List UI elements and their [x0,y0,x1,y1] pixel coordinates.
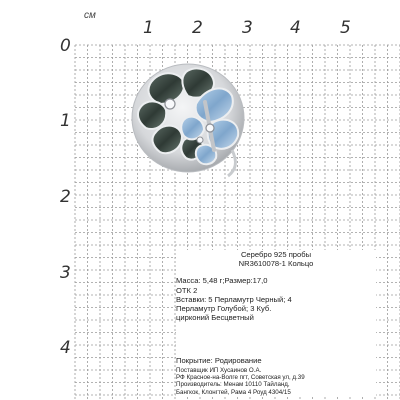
label-inserts-1: Вставки: 5 Перламутр Черный; 4 [176,294,292,304]
ruler-mark-left-0: 0 [60,36,71,56]
zirconia-stone [165,99,175,109]
label-article: NR3610078-1 Кольцо [238,259,314,269]
zirconia-stone [206,124,214,132]
label-inserts-2: Перламутр Голубой; 3 Куб. [176,304,272,314]
ruler-mark-top-1: 1 [143,18,154,38]
black-pearl-petal [138,101,166,129]
label-coating: Покрытие: Родирование [176,356,262,366]
label-metal: Серебро 925 пробы [240,250,312,259]
label-otk: ОТК 2 [176,285,198,295]
ruler-mark-left-2: 2 [60,187,71,207]
label-supplier-1: Поставщик ИП Хусаинов О.А. [176,366,262,374]
ruler-mark-left-3: 3 [60,263,71,283]
ruler-mark-left-4: 4 [60,338,71,358]
ruler-mark-top-3: 3 [242,18,253,38]
ruler-mark-top-4: 4 [290,18,301,38]
label-supplier-3: Производитель: Менам 10110 Тайланд, [176,381,290,389]
ruler-unit-label: см [84,10,96,21]
ruler-mark-top-5: 5 [340,18,351,38]
product-label [176,250,376,396]
label-inserts-3: цирконий Бесцветный [176,313,254,323]
black-pearl-petal [153,126,182,154]
ruler-mark-left-1: 1 [60,111,71,131]
label-weight-size: Масса: 5,48 г;Размер:17,0 [176,276,268,286]
zirconia-stone [197,137,203,143]
label-supplier-4: Бангкок, Клонгтей, Рама 4 Роуд 4304/15 [176,388,291,396]
ruler-mark-top-2: 2 [192,18,203,38]
blue-pearl-wing [181,117,204,140]
label-supplier-2: РФ Красное-на-Волге пгт, Советская ул, д.39 [176,374,305,382]
